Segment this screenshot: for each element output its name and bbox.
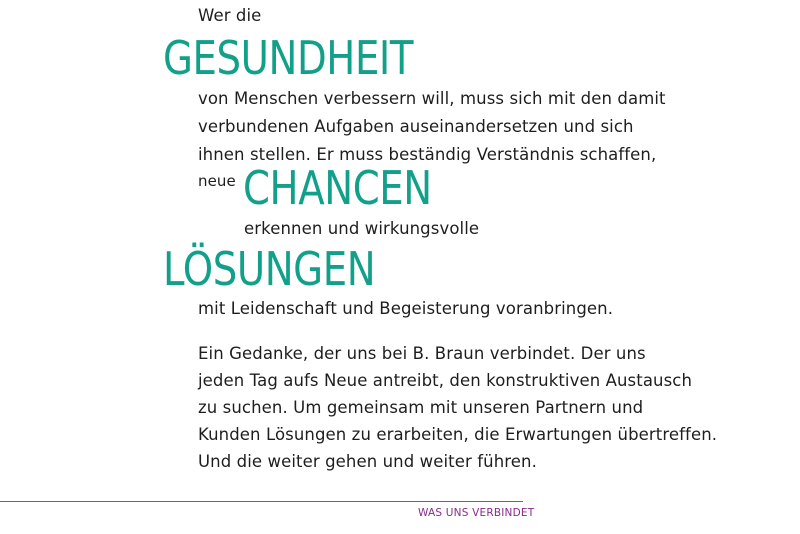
paragraph-2-line: Und die weiter gehen und weiter führen. [198, 452, 537, 471]
neue-word: neue [198, 172, 236, 190]
heading-chancen: CHANCEN [243, 161, 432, 215]
paragraph-1-line: von Menschen verbessern will, muss sich mit den damit [198, 89, 666, 108]
footer-label: WAS UNS VERBINDET [418, 507, 535, 519]
after-chancen-text: erkennen und wirkungsvolle [244, 219, 480, 238]
paragraph-2-line: Kunden Lösungen zu erarbeiten, die Erwartungen übertreffen. [198, 425, 718, 444]
paragraph-2-line: Ein Gedanke, der uns bei B. Braun verbindet. Der uns [198, 344, 646, 363]
intro-text: Wer die [198, 6, 262, 25]
after-loesungen-text: mit Leidenschaft und Begeisterung voranbringen. [198, 299, 614, 318]
paragraph-2-line: jeden Tag aufs Neue antreibt, den konstruktiven Austausch [198, 371, 693, 390]
paragraph-1-line: verbundenen Aufgaben auseinandersetzen und sich [198, 117, 634, 136]
paragraph-1-line: ihnen stellen. Er muss beständig Verständnis schaffen, [198, 145, 657, 164]
heading-loesungen: LÖSUNGEN [163, 242, 376, 296]
footer-rule [0, 501, 523, 502]
paragraph-2-line: zu suchen. Um gemeinsam mit unseren Partnern und [198, 398, 644, 417]
heading-gesundheit: GESUNDHEIT [163, 31, 414, 85]
